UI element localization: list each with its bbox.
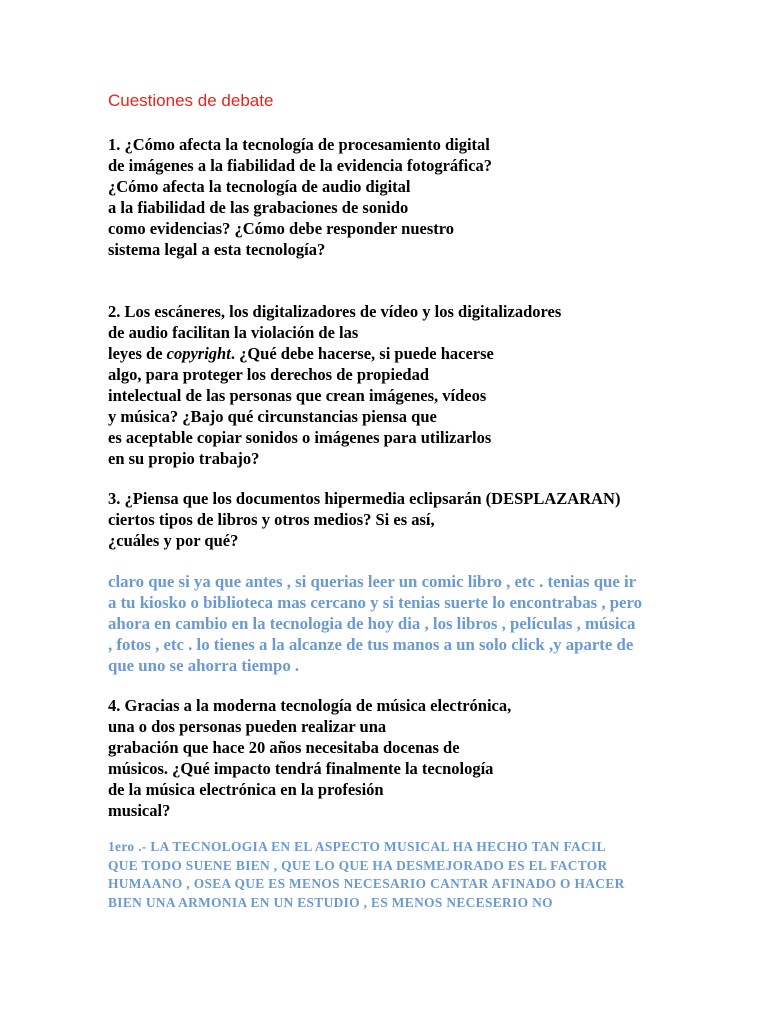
question-2-line: en su propio trabajo? [108,449,260,468]
question-2-line: de audio facilitan la violación de las [108,323,359,342]
answer-3-line: que uno se ahorra tiempo . [108,656,300,675]
answer-3-line: , fotos , etc . lo tienes a la alcanze de tus manos a un solo click ,y aparte de [108,635,634,654]
question-2-line: algo, para proteger los derechos de propiedad [108,365,429,384]
answer-3-line: ahora en cambio en la tecnologia de hoy dia , los libros , películas , música [108,614,636,633]
question-3 [108,488,620,551]
answer-4-line: BIEN UNA ARMONIA EN UN ESTUDIO , ES MENOS NECESERIO NO [108,894,553,910]
question-2-line [108,343,561,364]
answer-3-line: a tu kiosko o biblioteca mas cercano y si tenias suerte lo encontrabas , pero [108,593,643,612]
question-1 [108,134,492,260]
question-2-text: leyes de [108,344,167,363]
question-2-text: . ¿Qué debe hacerse, si puede hacerse [230,344,494,363]
question-2-line: y música? ¿Bajo qué circunstancias piensa que [108,407,437,426]
question-1-line: de imágenes a la fiabilidad de la evidencia fotográfica? [108,156,493,175]
answer-4-line: 1ero .- LA TECNOLOGIA EN EL ASPECTO MUSICAL HA HECHO TAN FACIL [108,839,606,854]
question-4-line: 4. Gracias a la moderna tecnología de música electrónica, [108,696,512,715]
question-1-line: 1. ¿Cómo afecta la tecnología de procesamiento digital [108,135,490,154]
question-2 [108,301,561,469]
copyright-term: copyright [166,344,231,363]
question-1-line: sistema legal a esta tecnología? [108,240,326,259]
question-2-line: intelectual de las personas que crean imágenes, vídeos [108,386,487,405]
question-1-line: a la fiabilidad de las grabaciones de sonido [108,198,409,217]
question-3-line: ciertos tipos de libros y otros medios? Si es así, [108,510,435,529]
question-4-line: grabación que hace 20 años necesitaba docenas de [108,738,460,757]
answer-4-line: HUMAANO , OSEA QUE ES MENOS NECESARIO CANTAR AFINADO O HACER [108,876,625,891]
question-1-line: como evidencias? ¿Cómo debe responder nuestro [108,219,455,238]
answer-3-line: claro que si ya que antes , si querias leer un comic libro , etc . tenias que ir [108,572,637,591]
question-2-line: es aceptable copiar sonidos o imágenes para utilizarlos [108,428,492,447]
answer-3 [108,571,642,676]
question-4-line: musical? [108,801,171,820]
answer-4 [108,838,625,912]
question-4 [108,695,511,821]
question-3-line: 3. ¿Piensa que los documentos hipermedia eclipsarán (DESPLAZARAN) [108,489,621,508]
question-4-line: una o dos personas pueden realizar una [108,717,387,736]
question-4-line: de la música electrónica en la profesión [108,780,384,799]
answer-4-line: QUE TODO SUENE BIEN , QUE LO QUE HA DESMEJORADO ES EL FACTOR [108,857,608,873]
question-4-line: músicos. ¿Qué impacto tendrá finalmente la tecnología [108,759,494,778]
question-1-line: ¿Cómo afecta la tecnología de audio digital [108,177,411,196]
page-title: Cuestiones de debate [108,91,274,110]
question-2-line: 2. Los escáneres, los digitalizadores de vídeo y los digitalizadores [108,302,562,321]
question-3-line: ¿cuáles y por qué? [108,531,239,550]
